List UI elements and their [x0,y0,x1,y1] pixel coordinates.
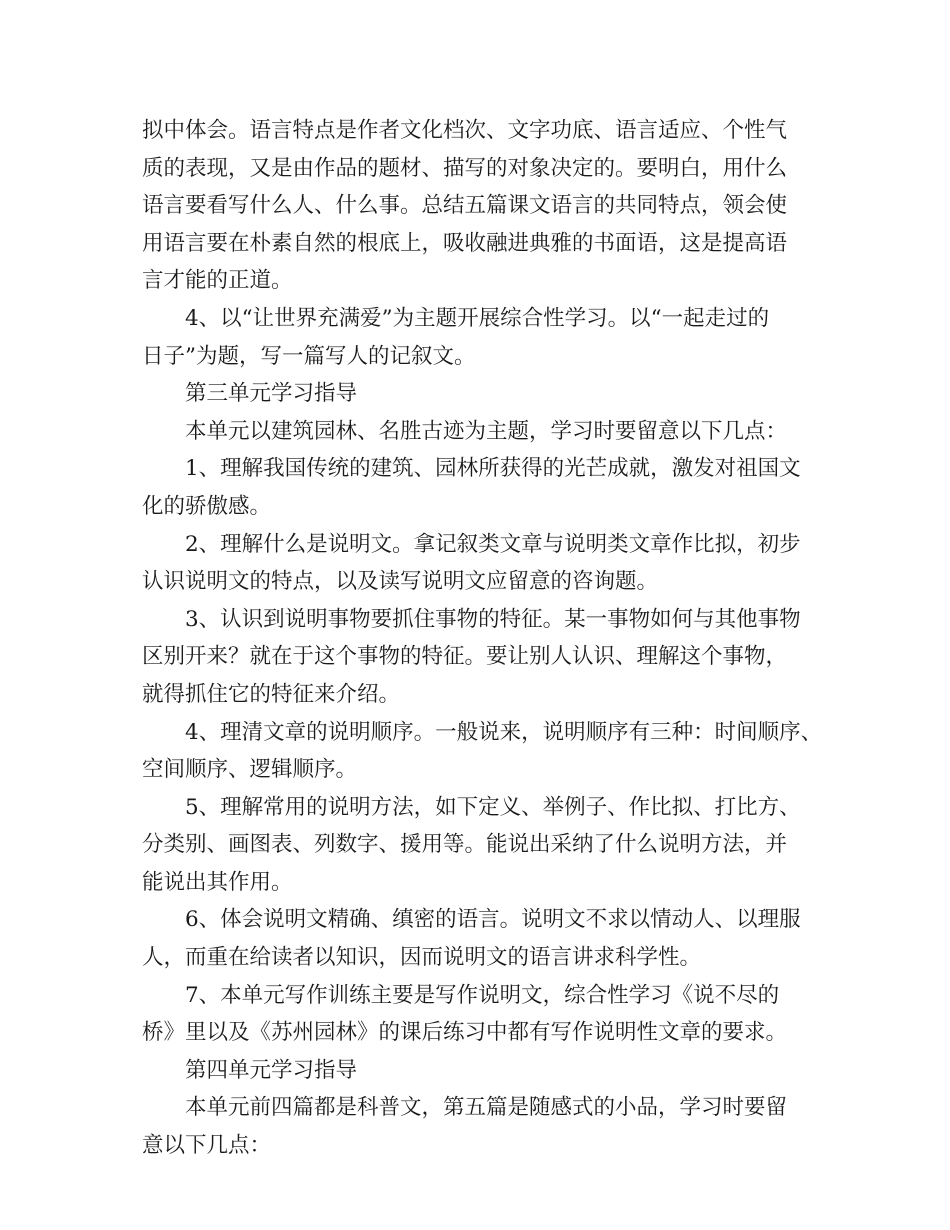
text-line-23: 人，而重在给读者以知识，因而说明文的语言讲求科学性。 [142,945,702,971]
text-line-4: 用语言要在朴素自然的根底上，吸收融进典雅的书面语，这是提高语 [142,230,788,256]
text-line-21: 能说出其作用。 [142,869,293,895]
section-heading-unit-4: 第四单元学习指导 [185,1057,358,1083]
text-line-17: 4、理清文章的说明顺序。一般说来，说明顺序有三种：时间顺序、 [185,719,823,745]
text-line-25: 桥》里以及《苏州园林》的课后练习中都有写作说明性文章的要求。 [142,1020,788,1046]
text-line-10: 1、理解我国传统的建筑、园林所获得的光芒成就，激发对祖国文 [185,456,801,482]
document-body [142,112,832,1165]
text-line-19: 5、理解常用的说明方法，如下定义、举例子、作比拟、打比方、 [185,794,801,820]
text-line-16: 就得抓住它的特征来介绍。 [142,681,401,707]
text-line-3: 语言要看写什么人、什么事。总结五篇课文语言的共同特点，领会使 [142,193,788,219]
text-line-20: 分类别、画图表、列数字、援用等。能说出采纳了什么说明方法，并 [142,832,788,858]
text-line-15: 区别开来？就在于这个事物的特征。要让别人认识、理解这个事物， [142,644,788,670]
text-line-6: 4、以“让世界充满爱”为主题开展综合性学习。以“一起走过的 [185,305,770,331]
text-line-11: 化的骄傲感。 [142,493,272,519]
text-line-2: 质的表现，又是由作品的题材、描写的对象决定的。要明白，用什么 [142,155,788,181]
text-line-28: 意以下几点： [142,1133,272,1159]
text-line-9: 本单元以建筑园林、名胜古迹为主题，学习时要留意以下几点： [185,418,788,444]
text-line-12: 2、理解什么是说明文。拿记叙类文章与说明类文章作比拟，初步 [185,531,801,557]
text-line-22: 6、体会说明文精确、缜密的语言。说明文不求以情动人、以理服 [185,907,801,933]
text-line-18: 空间顺序、逻辑顺序。 [142,757,358,783]
text-line-27: 本单元前四篇都是科普文，第五篇是随感式的小品，学习时要留 [185,1095,788,1121]
text-line-14: 3、认识到说明事物要抓住事物的特征。某一事物如何与其他事物 [185,606,801,632]
text-line-5: 言才能的正道。 [142,268,293,294]
text-line-1: 拟中体会。语言特点是作者文化档次、文字功底、语言适应、个性气 [142,118,788,143]
text-line-13: 认识说明文的特点，以及读写说明文应留意的咨询题。 [142,569,659,595]
text-line-24: 7、本单元写作训练主要是写作说明文，综合性学习《说不尽的 [185,982,780,1008]
section-heading-unit-3: 第三单元学习指导 [185,381,358,407]
text-line-7: 日子”为题，写一篇写人的记叙文。 [142,343,476,369]
